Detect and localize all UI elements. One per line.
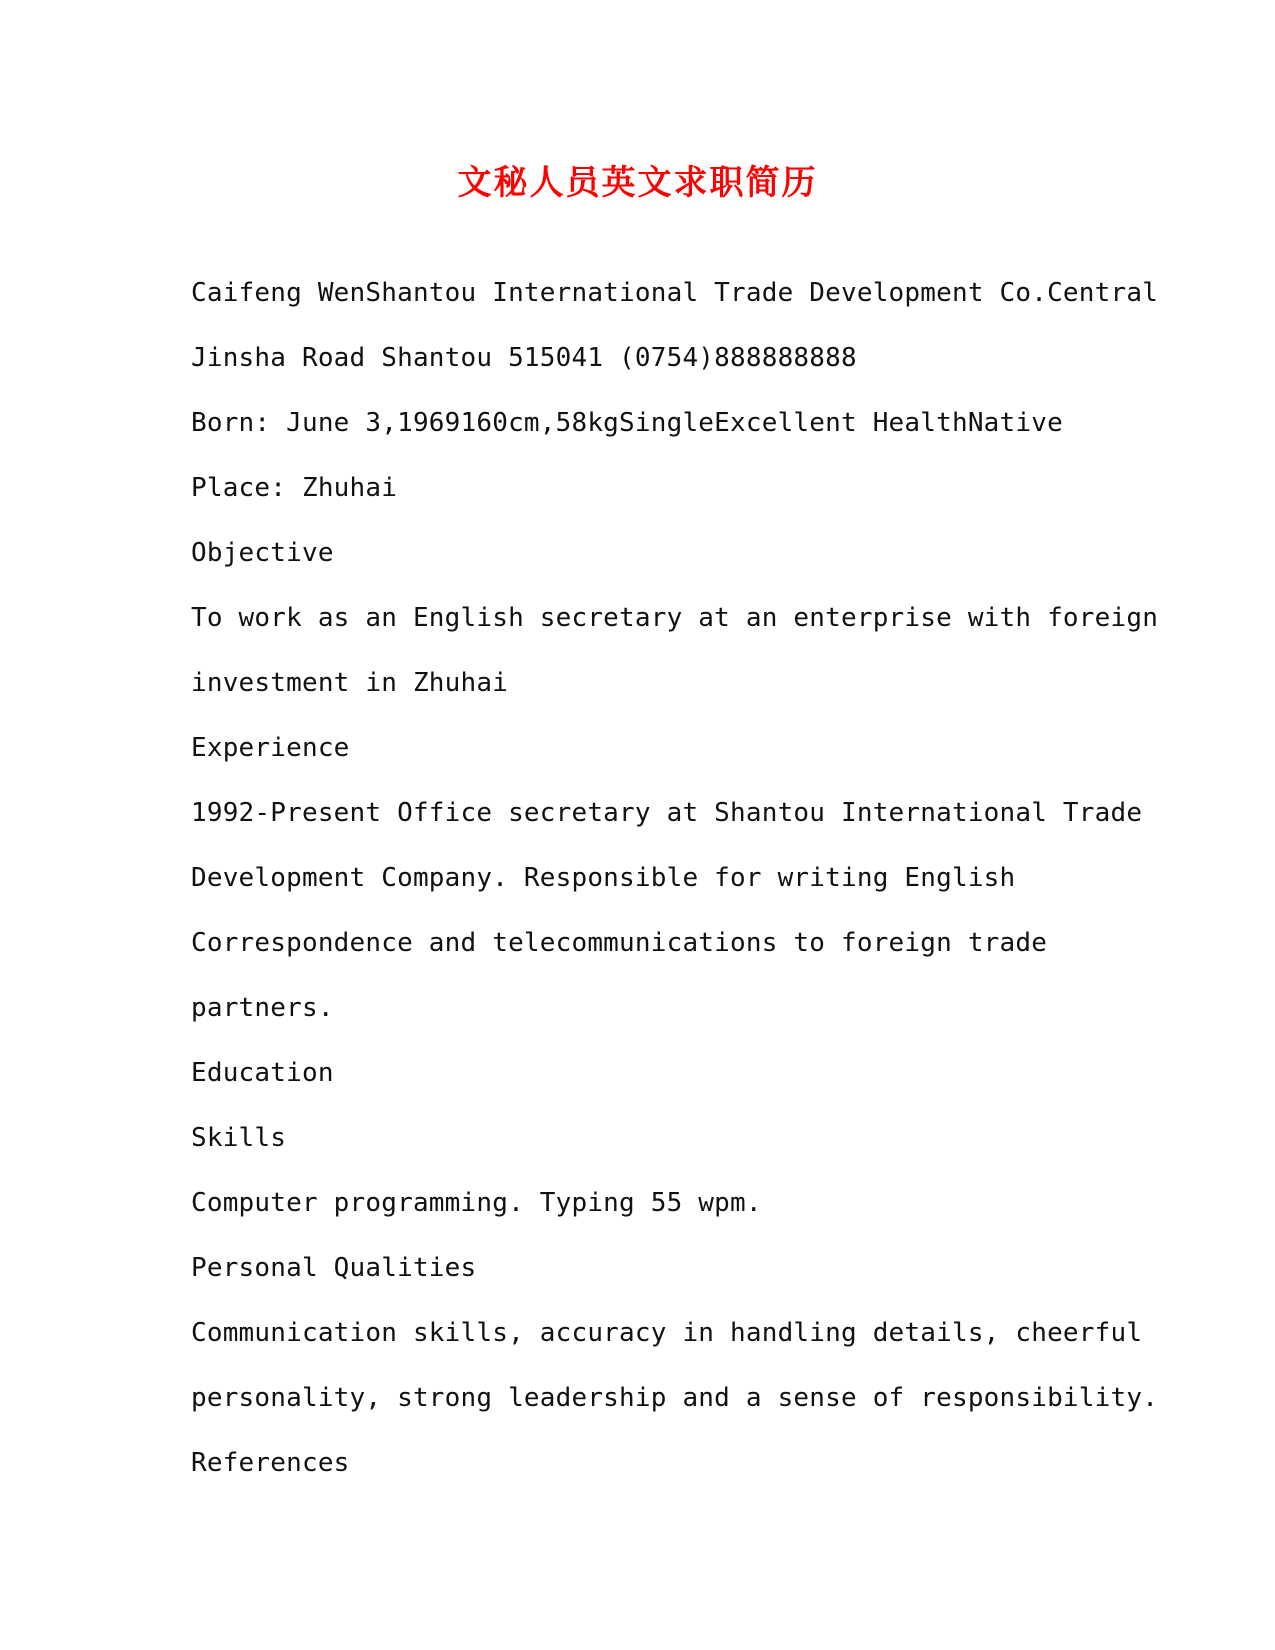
experience-line-1: 1992-Present Office secretary at Shantou International Trade xyxy=(191,798,1143,828)
contact-line-1: Caifeng WenShantou International Trade Development Co.Central xyxy=(191,278,1159,308)
personal-info-line-1: Born: June 3,1969160cm,58kgSingleExcellent HealthNative xyxy=(191,408,1063,438)
qualities-line-1: Communication skills, accuracy in handling details, cheerful xyxy=(191,1318,1143,1348)
objective-line-1: To work as an English secretary at an enterprise with foreign xyxy=(191,603,1159,633)
experience-line-4: partners. xyxy=(191,993,334,1023)
experience-line-2: Development Company. Responsible for writing English xyxy=(191,863,1016,893)
section-heading-objective: Objective xyxy=(191,538,334,568)
qualities-line-2: personality, strong leadership and a sense of responsibility. xyxy=(191,1383,1159,1413)
section-heading-skills: Skills xyxy=(191,1123,287,1153)
personal-info-line-2: Place: Zhuhai xyxy=(191,473,398,503)
section-heading-experience: Experience xyxy=(191,733,350,763)
section-heading-references: References xyxy=(191,1448,350,1478)
resume-body xyxy=(191,276,1159,1511)
skills-line-1: Computer programming. Typing 55 wpm. xyxy=(191,1188,762,1218)
objective-line-2: investment in Zhuhai xyxy=(191,668,509,698)
experience-line-3: Correspondence and telecommunications to foreign trade xyxy=(191,928,1048,958)
contact-line-2: Jinsha Road Shantou 515041 (0754)888888888 xyxy=(191,343,857,373)
section-heading-education: Education xyxy=(191,1058,334,1088)
section-heading-personal-qualities: Personal Qualities xyxy=(191,1253,477,1283)
document-title: 文秘人员英文求职简历 xyxy=(457,163,818,203)
